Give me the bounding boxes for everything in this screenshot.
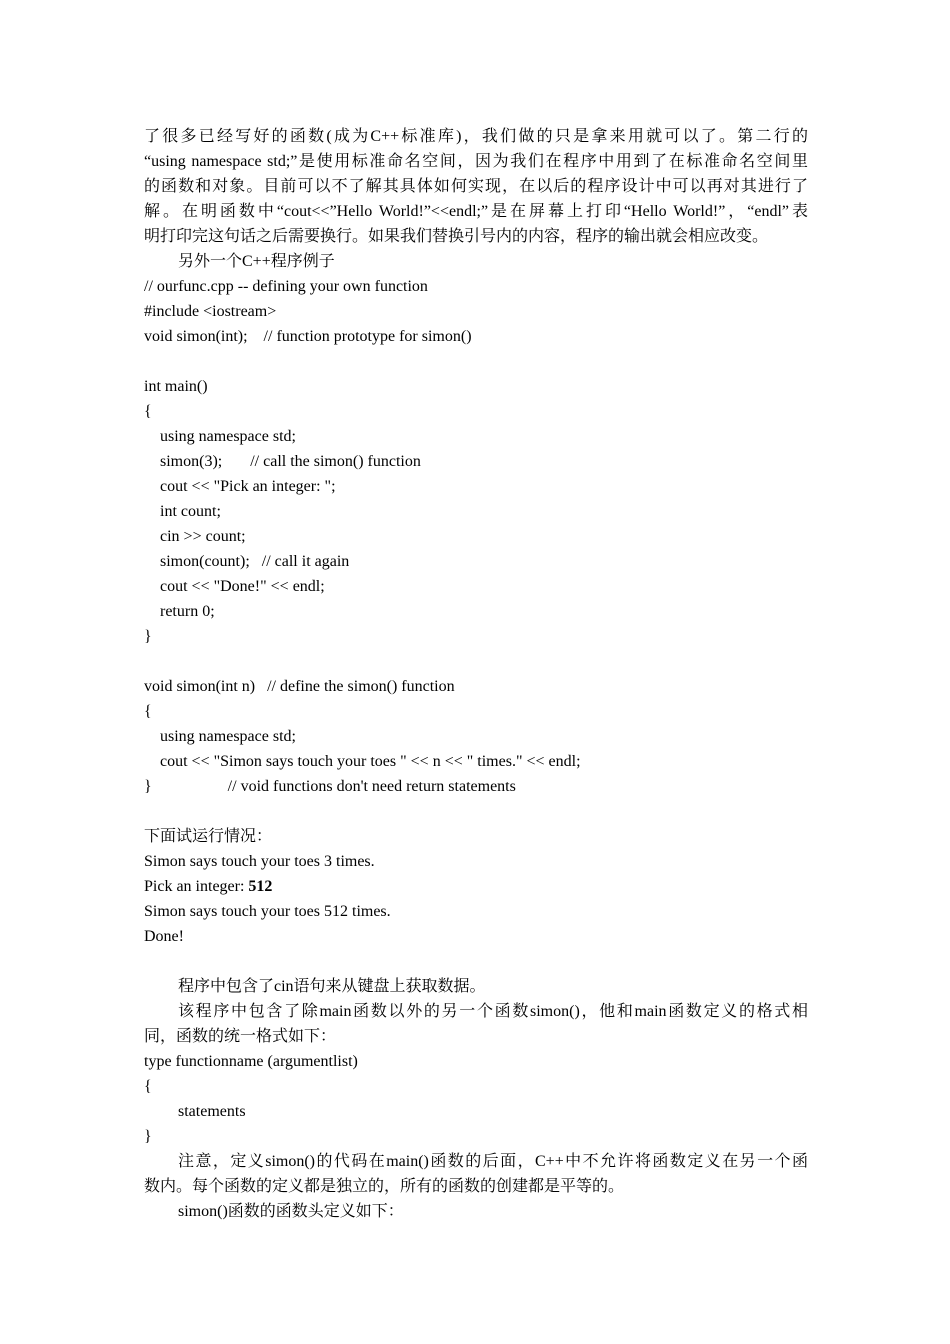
code-line: { [144, 403, 152, 420]
code-line: using namespace std; [144, 428, 296, 445]
run-output-prompt-line [144, 874, 808, 899]
format-signature: type functionname (argumentlist) [144, 1053, 358, 1070]
intro-line-1: 了很多已经写好的函数(成为C++标准库)，我们做的只是拿来用就可以了。第二行的 [144, 128, 808, 145]
code-line: { [144, 703, 152, 720]
code-line: int count; [144, 503, 221, 520]
para-note-line-2: 数内。每个函数的定义都是独立的，所有的函数的创建都是平等的。 [144, 1178, 625, 1195]
function-format [144, 1049, 808, 1149]
run-user-input: 512 [248, 878, 273, 895]
code-line: void simon(int n) // define the simon() function [144, 678, 455, 695]
run-output [144, 824, 808, 949]
format-close-brace: } [144, 1128, 152, 1145]
para-simon-line-2: 同，函数的统一格式如下： [144, 1028, 337, 1045]
document-page [144, 124, 808, 1224]
code-line: } // void functions don't need return statements [144, 778, 516, 795]
code-line: simon(count); // call it again [144, 553, 350, 570]
format-statements: statements [178, 1103, 246, 1120]
run-heading: 下面试运行情况： [144, 828, 273, 845]
code-line: cin >> count; [144, 528, 246, 545]
intro-line-3: 的函数和对象。目前可以不了解其具体如何实现，在以后的程序设计中可以再对其进行了 [144, 178, 808, 195]
code-line: // ourfunc.cpp -- defining your own function [144, 278, 428, 295]
code-line [144, 349, 808, 374]
code-line: #include <iostream> [144, 303, 277, 320]
para-header: simon()函数的函数头定义如下： [178, 1203, 404, 1220]
para-simon-line-1: 该程序中包含了除main函数以外的另一个函数simon()，他和main函数定义的格式相 [178, 1003, 808, 1020]
run-output-line: Done! [144, 928, 184, 945]
spacer [144, 949, 808, 974]
code-line: int main() [144, 378, 208, 395]
code-block [144, 274, 808, 799]
code-line: cout << "Done!" << endl; [144, 578, 325, 595]
example-heading: 另外一个C++程序例子 [178, 253, 335, 270]
para-cin: 程序中包含了cin语句来从键盘上获取数据。 [178, 978, 486, 995]
format-open-brace: { [144, 1078, 152, 1095]
run-output-line: Simon says touch your toes 3 times. [144, 853, 375, 870]
code-line: cout << "Simon says touch your toes " << n << " times." << endl; [144, 753, 581, 770]
code-line: simon(3); // call the simon() function [144, 453, 421, 470]
intro-line-4: 解。在明函数中“cout<<”Hello World!”<<endl;”是在屏幕上打印“Hello World!”，“endl”表 [144, 203, 808, 220]
para-note-line-1: 注意，定义simon()的代码在main()函数的后面，C++中不允许将函数定义在另一个函 [178, 1153, 808, 1170]
run-prompt: Pick an integer: [144, 878, 249, 895]
code-line: cout << "Pick an integer: "; [144, 478, 336, 495]
run-output-line: Simon says touch your toes 512 times. [144, 903, 391, 920]
code-line: void simon(int); // function prototype for simon() [144, 328, 472, 345]
code-line [144, 649, 808, 674]
spacer [144, 799, 808, 824]
code-line: return 0; [144, 603, 215, 620]
intro-line-5: 明打印完这句话之后需要换行。如果我们替换引号内的内容，程序的输出就会相应改变。 [144, 228, 769, 245]
code-line: } [144, 628, 152, 645]
intro-line-2: “using namespace std;”是使用标准命名空间，因为我们在程序中用到了在标准命名空间里 [144, 153, 808, 170]
code-line: using namespace std; [144, 728, 296, 745]
